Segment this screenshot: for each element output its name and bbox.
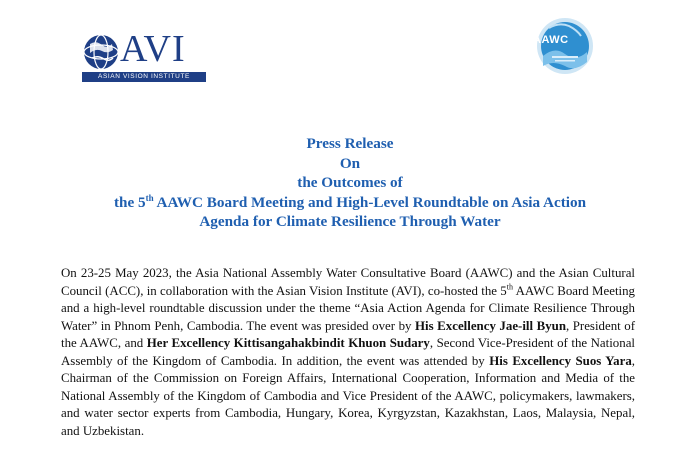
press-release-title xyxy=(60,134,640,232)
title-line-2: On xyxy=(339,154,361,172)
title-line-3: the Outcomes of xyxy=(297,174,403,191)
body-name-chairman: His Excellency Suos Yara xyxy=(489,353,632,368)
aawc-emblem-icon xyxy=(519,16,611,76)
body-name-president: His Excellency Jae-ill Byun xyxy=(415,318,566,333)
avi-tagline: ASIAN VISION INSTITUTE xyxy=(82,72,206,82)
body-text-a: On 23-25 May 2023, the Asia National Assembly Water Consultative Board (AAWC) and the Asian Cultural Council (ACC), in collaboration with the Asian Vision Institute (AVI), co-hosted the 5 xyxy=(61,266,635,298)
body-text-c: , President of the AAWC, and xyxy=(61,318,635,351)
title-line-1: Press Release xyxy=(306,135,394,152)
body-paragraph xyxy=(61,265,635,440)
title-line-4-sup: th xyxy=(145,192,154,203)
body-sup: th xyxy=(506,282,513,292)
title-line-4-post: AAWC Board Meeting and High-Level Roundtable on Asia Action xyxy=(153,193,587,211)
body-name-vice-president: Her Excellency Kittisangahakbindit Khuon Sudary xyxy=(146,336,430,351)
title-line-5: Agenda for Climate Resilience Through Water xyxy=(199,213,501,230)
body-text-d: , Second Vice-President of the National Assembly of the Kingdom of Cambodia. In addition, the event was attended by xyxy=(61,336,635,368)
body-text-e: , Chairman of the Commission on Foreign Affairs, International Cooperation, Information and Media of the National Assembly of the Kingdom of Cambodia and Vice President of the AAWC, policymakers, lawmakers, and water sector experts from Cambodia, Hungary, Korea, Kyrgyzstan, Kazakhstan, Laos, Malaysia, Nepal, and Uzbekistan. xyxy=(61,353,636,438)
aawc-wordmark: AAWC xyxy=(533,34,569,46)
body-text-b: AAWC Board Meeting and a high-level roundtable discussion under the theme “Asia Action Agenda for Climate Resilience Through Water” in Phnom Penh, Cambodia. The event was presided over by xyxy=(61,283,635,333)
aawc-logo xyxy=(519,16,611,76)
avi-wordmark: AVI xyxy=(120,28,186,70)
globe-icon xyxy=(82,32,120,72)
title-line-4 xyxy=(60,193,640,213)
title-line-4-pre: the 5 xyxy=(113,193,146,211)
avi-logo xyxy=(82,28,210,84)
